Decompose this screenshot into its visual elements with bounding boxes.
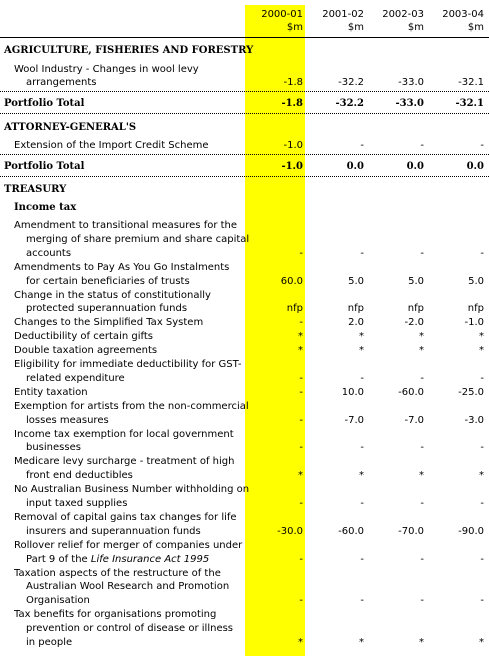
value-cell: -: [360, 372, 364, 384]
item-label-cont: insurers and superannuation funds: [26, 525, 201, 537]
total-cell: -1.8: [281, 98, 303, 109]
item-label-cont: prevention or control of disease or illness: [26, 623, 234, 635]
value-cell: -: [420, 498, 424, 509]
item-label: Income tax exemption for local government: [14, 428, 234, 440]
item-label: No Australian Business Number withholding on: [14, 484, 250, 496]
value-cell: -32.1: [458, 77, 484, 88]
item-label-cont: losses measures: [26, 414, 109, 426]
value-cell: -: [360, 498, 364, 509]
value-cell: -: [480, 140, 484, 151]
item-label-cont: for certain beneficiaries of trusts: [26, 275, 190, 287]
item-label: Rollover relief for merger of companies under: [14, 539, 243, 551]
section-rule: [0, 176, 489, 177]
value-cell: -: [299, 247, 303, 259]
value-cell: nfp: [467, 303, 484, 315]
value-cell: -: [480, 247, 484, 259]
value-cell: *: [359, 345, 364, 357]
portfolio-total-label: Portfolio Total: [4, 161, 85, 172]
item-label-cont: front end deductibles: [26, 470, 133, 482]
value-cell: -7.0: [344, 414, 364, 426]
value-cell: -: [360, 442, 364, 454]
value-cell: *: [298, 637, 303, 648]
value-cell: 5.0: [348, 275, 364, 287]
item-label: Tax benefits for organisations promoting: [14, 609, 217, 621]
item-label-cont: related expenditure: [26, 372, 125, 384]
item-label-cont: accounts: [26, 247, 72, 259]
value-cell: -: [299, 414, 303, 426]
header-rule: [0, 37, 489, 38]
item-label-cont: Organisation: [26, 595, 90, 607]
item-label: Wool Industry - Changes in wool levy: [14, 64, 199, 75]
col-year: 2002-03: [382, 9, 424, 20]
item-label: Amendment to transitional measures for the: [14, 220, 238, 231]
item-label-cont: input taxed supplies: [26, 498, 128, 509]
value-cell: -: [480, 553, 484, 565]
section-rule: [0, 113, 489, 114]
value-cell: nfp: [407, 303, 424, 315]
value-cell: 5.0: [408, 275, 424, 287]
value-cell: nfp: [347, 303, 364, 315]
value-cell: -2.0: [404, 317, 424, 329]
item-label: Medicare levy surcharge - treatment of high: [14, 456, 235, 468]
value-cell: *: [298, 345, 303, 357]
total-cell: -32.1: [455, 98, 484, 109]
value-cell: 2.0: [348, 317, 364, 329]
value-cell: -3.0: [464, 414, 484, 426]
total-cell: 0.0: [346, 161, 364, 172]
col-year: 2000-01: [261, 9, 303, 20]
value-cell: -60.0: [398, 386, 424, 398]
value-cell: -: [299, 553, 303, 565]
value-cell: *: [419, 331, 424, 343]
value-cell: *: [298, 470, 303, 482]
value-cell: -: [420, 553, 424, 565]
value-cell: -: [420, 442, 424, 454]
value-cell: 5.0: [468, 275, 484, 287]
subtotal-rule: [0, 154, 489, 155]
value-cell: 60.0: [280, 275, 303, 287]
value-cell: -: [360, 553, 364, 565]
section-heading-attorney-general: ATTORNEY-GENERAL'S: [4, 122, 137, 133]
total-cell: 0.0: [466, 161, 484, 172]
item-label: Extension of the Import Credit Scheme: [14, 140, 209, 151]
value-cell: -7.0: [404, 414, 424, 426]
item-label-cont: in people: [26, 637, 73, 648]
col-year: 2001-02: [322, 9, 364, 20]
item-label: Removal of capital gains tax changes for life: [14, 511, 237, 523]
value-cell: -: [420, 595, 424, 607]
value-cell: *: [298, 331, 303, 343]
value-cell: *: [419, 637, 424, 648]
subheading-income-tax: Income tax: [14, 202, 77, 213]
value-cell: *: [419, 470, 424, 482]
value-cell: 10.0: [341, 386, 364, 398]
item-label: Exemption for artists from the non-commercial: [14, 400, 249, 412]
item-label-cont: Australian Wool Research and Promotion: [26, 581, 230, 593]
total-cell: -1.0: [281, 161, 303, 172]
item-label-cont: businesses: [26, 442, 81, 454]
value-cell: *: [359, 470, 364, 482]
value-cell: -: [480, 498, 484, 509]
value-cell: *: [359, 637, 364, 648]
item-label: Entity taxation: [14, 386, 88, 398]
col-unit: $m: [467, 22, 484, 33]
value-cell: -: [480, 595, 484, 607]
value-cell: -90.0: [458, 525, 484, 537]
value-cell: -60.0: [338, 525, 364, 537]
value-cell: -33.0: [398, 77, 424, 88]
value-cell: -1.0: [283, 140, 303, 151]
total-cell: -32.2: [335, 98, 364, 109]
value-cell: -30.0: [277, 525, 303, 537]
col-unit: $m: [286, 22, 303, 33]
value-cell: -: [420, 140, 424, 151]
subtotal-rule: [0, 91, 489, 92]
value-cell: -: [299, 386, 303, 398]
item-label: Changes to the Simplified Tax System: [14, 317, 204, 329]
value-cell: -: [299, 498, 303, 509]
value-cell: -1.8: [283, 77, 303, 88]
value-cell: -25.0: [458, 386, 484, 398]
value-cell: -: [420, 247, 424, 259]
col-year: 2003-04: [442, 9, 484, 20]
section-heading-agriculture: AGRICULTURE, FISHERIES AND FORESTRY: [4, 45, 254, 56]
item-label: Double taxation agreements: [14, 345, 158, 357]
value-cell: -: [299, 595, 303, 607]
section-heading-treasury: TREASURY: [4, 184, 67, 195]
total-cell: -33.0: [395, 98, 424, 109]
value-cell: -: [299, 442, 303, 454]
portfolio-total-label: Portfolio Total: [4, 98, 85, 109]
value-cell: *: [479, 331, 484, 343]
value-cell: -1.0: [464, 317, 484, 329]
value-cell: *: [419, 345, 424, 357]
value-cell: -: [360, 595, 364, 607]
item-label: Eligibility for immediate deductibility for GST-: [14, 359, 242, 370]
item-label-cont: merging of share premium and share capital: [26, 233, 250, 245]
col-unit: $m: [347, 22, 364, 33]
value-cell: -70.0: [398, 525, 424, 537]
item-label: Amendments to Pay As You Go Instalments: [14, 261, 230, 273]
value-cell: -32.2: [338, 77, 364, 88]
value-cell: -: [299, 372, 303, 384]
total-cell: 0.0: [406, 161, 424, 172]
value-cell: *: [479, 470, 484, 482]
value-cell: *: [359, 331, 364, 343]
value-cell: *: [479, 345, 484, 357]
item-label: Deductibility of certain gifts: [14, 331, 153, 343]
value-cell: -: [360, 140, 364, 151]
item-label-cont: protected superannuation funds: [26, 303, 188, 315]
value-cell: nfp: [286, 303, 303, 315]
value-cell: -: [480, 442, 484, 454]
value-cell: -: [480, 372, 484, 384]
item-label: Taxation aspects of the restructure of the: [14, 567, 221, 579]
value-cell: -: [420, 372, 424, 384]
item-label-cont: Part 9 of the Life Insurance Act 1995: [26, 553, 210, 565]
item-label: Change in the status of constitutionally: [14, 289, 211, 301]
value-cell: *: [479, 637, 484, 648]
value-cell: -: [360, 247, 364, 259]
item-label-cont: arrangements: [26, 77, 97, 88]
value-cell: -: [299, 317, 303, 329]
col-unit: $m: [407, 22, 424, 33]
